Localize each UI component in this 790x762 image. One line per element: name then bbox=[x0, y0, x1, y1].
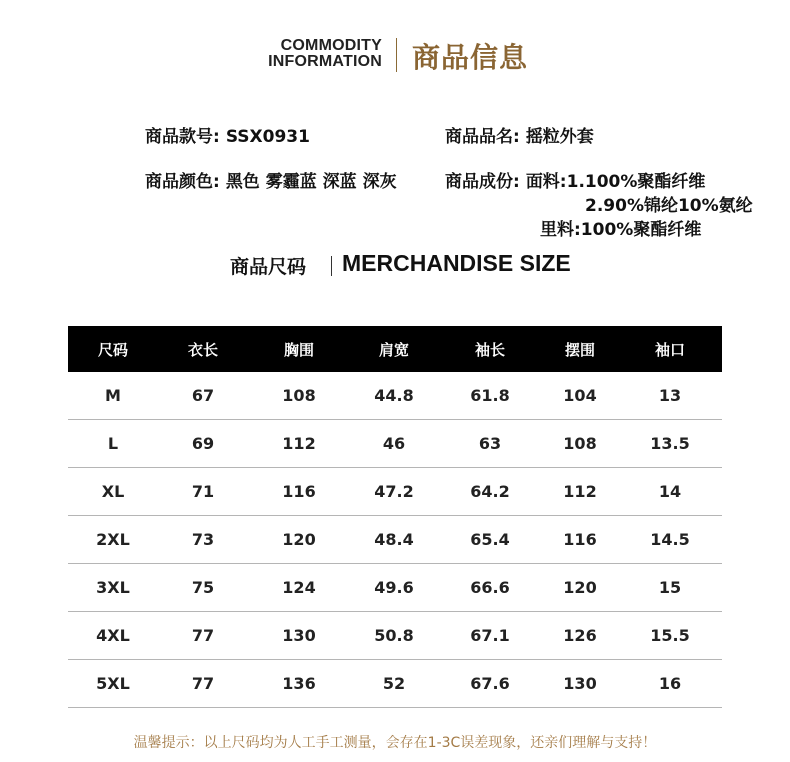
header-cell-sleeve: 袖长 bbox=[474, 340, 505, 359]
table-cell: 49.6 bbox=[374, 578, 414, 597]
header-divider bbox=[396, 38, 397, 72]
table-cell: 116 bbox=[563, 530, 597, 549]
table-cell: 15 bbox=[658, 578, 682, 597]
size-title-chinese: 商品尺码 bbox=[230, 256, 307, 278]
table-cell: 48.4 bbox=[374, 530, 414, 549]
table-cell: 5XL bbox=[96, 674, 130, 693]
table-cell: 130 bbox=[563, 674, 597, 693]
table-cell: 108 bbox=[563, 434, 597, 453]
table-cell: 3XL bbox=[96, 578, 130, 597]
table-cell: 14.5 bbox=[650, 530, 690, 549]
size-table-header bbox=[68, 326, 722, 372]
table-cell: 15.5 bbox=[650, 626, 690, 645]
composition-label: 商品成份: bbox=[445, 172, 520, 192]
table-cell: 13 bbox=[658, 386, 682, 405]
product-name-value: 摇粒外套 bbox=[525, 127, 594, 147]
table-cell: 136 bbox=[282, 674, 316, 693]
table-row bbox=[68, 564, 722, 612]
composition-line-1: 面料:1.100%聚酯纤维 bbox=[525, 172, 706, 192]
table-row bbox=[68, 516, 722, 564]
table-cell: 108 bbox=[282, 386, 316, 405]
style-number-value: SSX0931 bbox=[225, 127, 310, 147]
table-cell: 50.8 bbox=[374, 626, 414, 645]
table-row bbox=[68, 612, 722, 660]
table-cell: 66.6 bbox=[470, 578, 510, 597]
composition-line-3: 里料:100%聚酯纤维 bbox=[540, 220, 702, 240]
table-cell: 67.6 bbox=[470, 674, 510, 693]
table-cell: XL bbox=[101, 482, 125, 501]
header-cell-shoulder: 肩宽 bbox=[378, 340, 409, 359]
table-cell: 104 bbox=[563, 386, 597, 405]
table-cell: 61.8 bbox=[470, 386, 510, 405]
header-cell-hem: 摆围 bbox=[564, 340, 595, 359]
table-cell: 112 bbox=[282, 434, 316, 453]
table-row bbox=[68, 372, 722, 420]
header-cell-size: 尺码 bbox=[97, 340, 128, 359]
table-cell: 16 bbox=[658, 674, 682, 693]
product-name-label: 商品品名: bbox=[445, 127, 520, 147]
header-en-line1: COMMODITY bbox=[280, 37, 382, 54]
table-cell: 44.8 bbox=[374, 386, 414, 405]
product-color-label: 商品颜色: bbox=[145, 172, 220, 192]
style-number-label: 商品款号: bbox=[145, 127, 220, 147]
table-cell: 75 bbox=[191, 578, 215, 597]
header-cell-length: 衣长 bbox=[187, 340, 218, 359]
table-row bbox=[68, 468, 722, 516]
table-cell: 67 bbox=[191, 386, 215, 405]
size-title-english: MERCHANDISE SIZE bbox=[342, 250, 571, 276]
size-section-title bbox=[0, 252, 790, 280]
header-en-line2: INFORMATION bbox=[268, 53, 382, 70]
table-cell: 77 bbox=[191, 674, 215, 693]
table-cell: 52 bbox=[382, 674, 406, 693]
table-cell: 69 bbox=[191, 434, 215, 453]
table-cell: 77 bbox=[191, 626, 215, 645]
table-cell: 67.1 bbox=[470, 626, 510, 645]
composition-line-2: 2.90%锦纶10%氨纶 bbox=[585, 196, 753, 216]
table-row bbox=[68, 660, 722, 708]
table-cell: 126 bbox=[563, 626, 597, 645]
table-cell: 65.4 bbox=[470, 530, 510, 549]
table-row bbox=[68, 420, 722, 468]
header-cell-chest: 胸围 bbox=[283, 340, 314, 359]
product-name-field bbox=[445, 122, 594, 147]
table-cell: 120 bbox=[563, 578, 597, 597]
table-cell: 13.5 bbox=[650, 434, 690, 453]
table-cell: L bbox=[107, 434, 119, 453]
table-cell: M bbox=[105, 386, 121, 405]
size-table bbox=[68, 326, 722, 708]
header-cell-cuff: 袖口 bbox=[654, 340, 685, 359]
style-number-field bbox=[145, 122, 310, 147]
table-cell: 124 bbox=[282, 578, 316, 597]
size-title-divider bbox=[331, 256, 332, 276]
table-cell: 46 bbox=[382, 434, 406, 453]
table-cell: 47.2 bbox=[374, 482, 414, 501]
header-english-title bbox=[232, 38, 382, 70]
table-cell: 73 bbox=[191, 530, 215, 549]
table-cell: 2XL bbox=[96, 530, 130, 549]
composition-field bbox=[445, 167, 705, 192]
table-cell: 130 bbox=[282, 626, 316, 645]
table-cell: 116 bbox=[282, 482, 316, 501]
table-cell: 64.2 bbox=[470, 482, 510, 501]
table-cell: 4XL bbox=[96, 626, 130, 645]
product-color-value: 黑色 雾霾蓝 深蓝 深灰 bbox=[225, 172, 397, 192]
product-color-field bbox=[145, 167, 397, 192]
table-cell: 14 bbox=[658, 482, 682, 501]
measurement-note: 温馨提示：以上尺码均为人工手工测量，会存在1-3C误差现象，还亲们理解与支持！ bbox=[133, 735, 657, 751]
table-cell: 71 bbox=[191, 482, 215, 501]
table-cell: 120 bbox=[282, 530, 316, 549]
table-cell: 112 bbox=[563, 482, 597, 501]
header-chinese-title: 商品信息 bbox=[412, 41, 529, 74]
table-cell: 63 bbox=[478, 434, 502, 453]
commodity-info-header bbox=[0, 36, 790, 76]
